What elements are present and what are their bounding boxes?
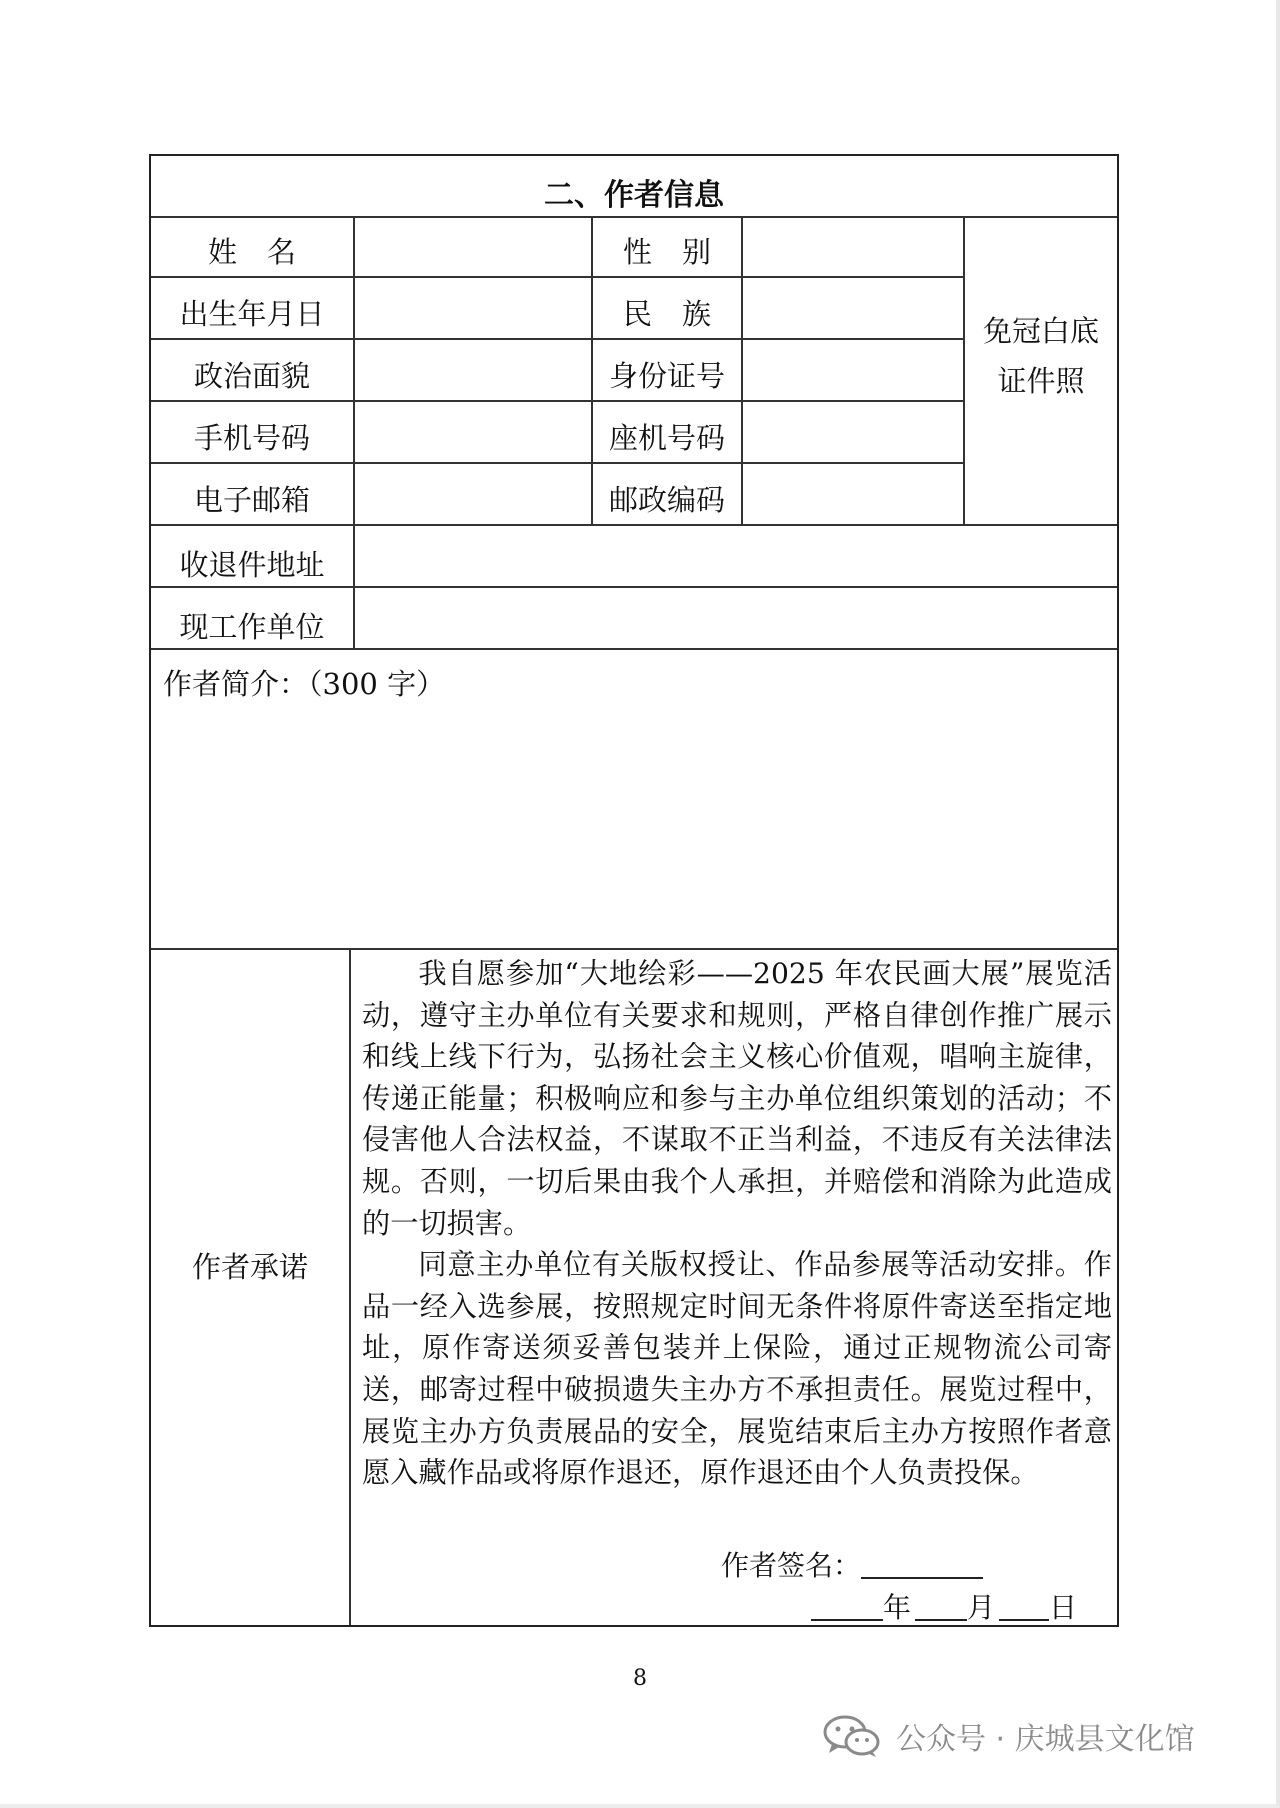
id-number-input[interactable] (743, 340, 963, 400)
signature-blank[interactable] (861, 1551, 983, 1579)
political-input[interactable] (355, 340, 591, 400)
day-blank[interactable] (999, 1593, 1049, 1621)
label-gender: 性别 (623, 234, 742, 269)
name-input[interactable] (355, 218, 591, 276)
photo-box[interactable] (965, 218, 1117, 524)
label-email: 电子邮箱 (193, 482, 310, 517)
gender-input[interactable] (743, 218, 963, 276)
mobile-input[interactable] (355, 402, 591, 462)
ethnicity-input[interactable] (743, 278, 963, 338)
year-blank[interactable] (811, 1593, 883, 1621)
pledge-paragraph-1: 我自愿参加“大地绘彩——2025 年农民画大展”展览活动，遵守主办单位有关要求和规则，严格自律创作推广展示和线上线下行为，弘扬社会主义核心价值观，唱响主旋律，传递正能量；积极响应和参与主办单位组织策划的活动；不侵害他人合法权益，不谋取不正当利益，不违反有关法律法规。否则，一切后果由我个人承担，并赔偿和消除为此造成的一切损害。 (362, 957, 1112, 1240)
postcode-input[interactable] (743, 464, 963, 524)
address-input[interactable] (355, 526, 1117, 586)
photo-label-line2: 证件照 (997, 364, 1085, 398)
label-name: 姓名 (207, 234, 326, 269)
intro-label: 作者简介：（300 字） (163, 667, 446, 701)
email-input[interactable] (355, 464, 591, 524)
month-blank[interactable] (915, 1593, 967, 1621)
page-number: 8 (633, 1666, 647, 1691)
date-line (811, 1586, 1077, 1626)
day-label: 日 (1049, 1591, 1078, 1624)
watermark-text: 公众号 · 庆城县文化馆 (896, 1722, 1195, 1757)
pledge-text (362, 953, 1112, 1494)
intro-box[interactable] (151, 650, 1117, 948)
label-political: 政治面貌 (193, 358, 310, 393)
label-birth: 出生年月日 (179, 296, 325, 331)
author-info-form (149, 154, 1119, 1627)
section-title: 二、作者信息 (544, 178, 724, 213)
pledge-label: 作者承诺 (191, 1249, 308, 1284)
label-id-number: 身份证号 (608, 358, 725, 393)
month-label: 月 (967, 1591, 996, 1624)
label-landline: 座机号码 (608, 420, 725, 455)
watermark (822, 1714, 1195, 1758)
label-mobile: 手机号码 (193, 420, 310, 455)
label-employer: 现工作单位 (179, 609, 325, 644)
employer-input[interactable] (355, 588, 1117, 648)
signature-line (721, 1544, 983, 1584)
year-label: 年 (883, 1591, 912, 1624)
landline-input[interactable] (743, 402, 963, 462)
label-ethnicity: 民族 (623, 296, 742, 331)
label-postcode: 邮政编码 (608, 482, 725, 517)
photo-label-line1: 免冠白底 (982, 314, 1099, 348)
col-divider (349, 948, 351, 1625)
signature-label: 作者签名： (721, 1549, 862, 1582)
wechat-icon (822, 1714, 882, 1758)
pledge-paragraph-2: 同意主办单位有关版权授让、作品参展等活动安排。作品一经入选参展，按照规定时间无条件将原件寄送至指定地址，原作寄送须妥善包装并上保险，通过正规物流公司寄送，邮寄过程中破损遗失主办方不承担责任。展览过程中，展览主办方负责展品的安全，展览结束后主办方按照作者意愿入藏作品或将原作退还，原作退还由个人负责投保。 (362, 1248, 1112, 1490)
birth-input[interactable] (355, 278, 591, 338)
label-address: 收退件地址 (179, 547, 325, 582)
